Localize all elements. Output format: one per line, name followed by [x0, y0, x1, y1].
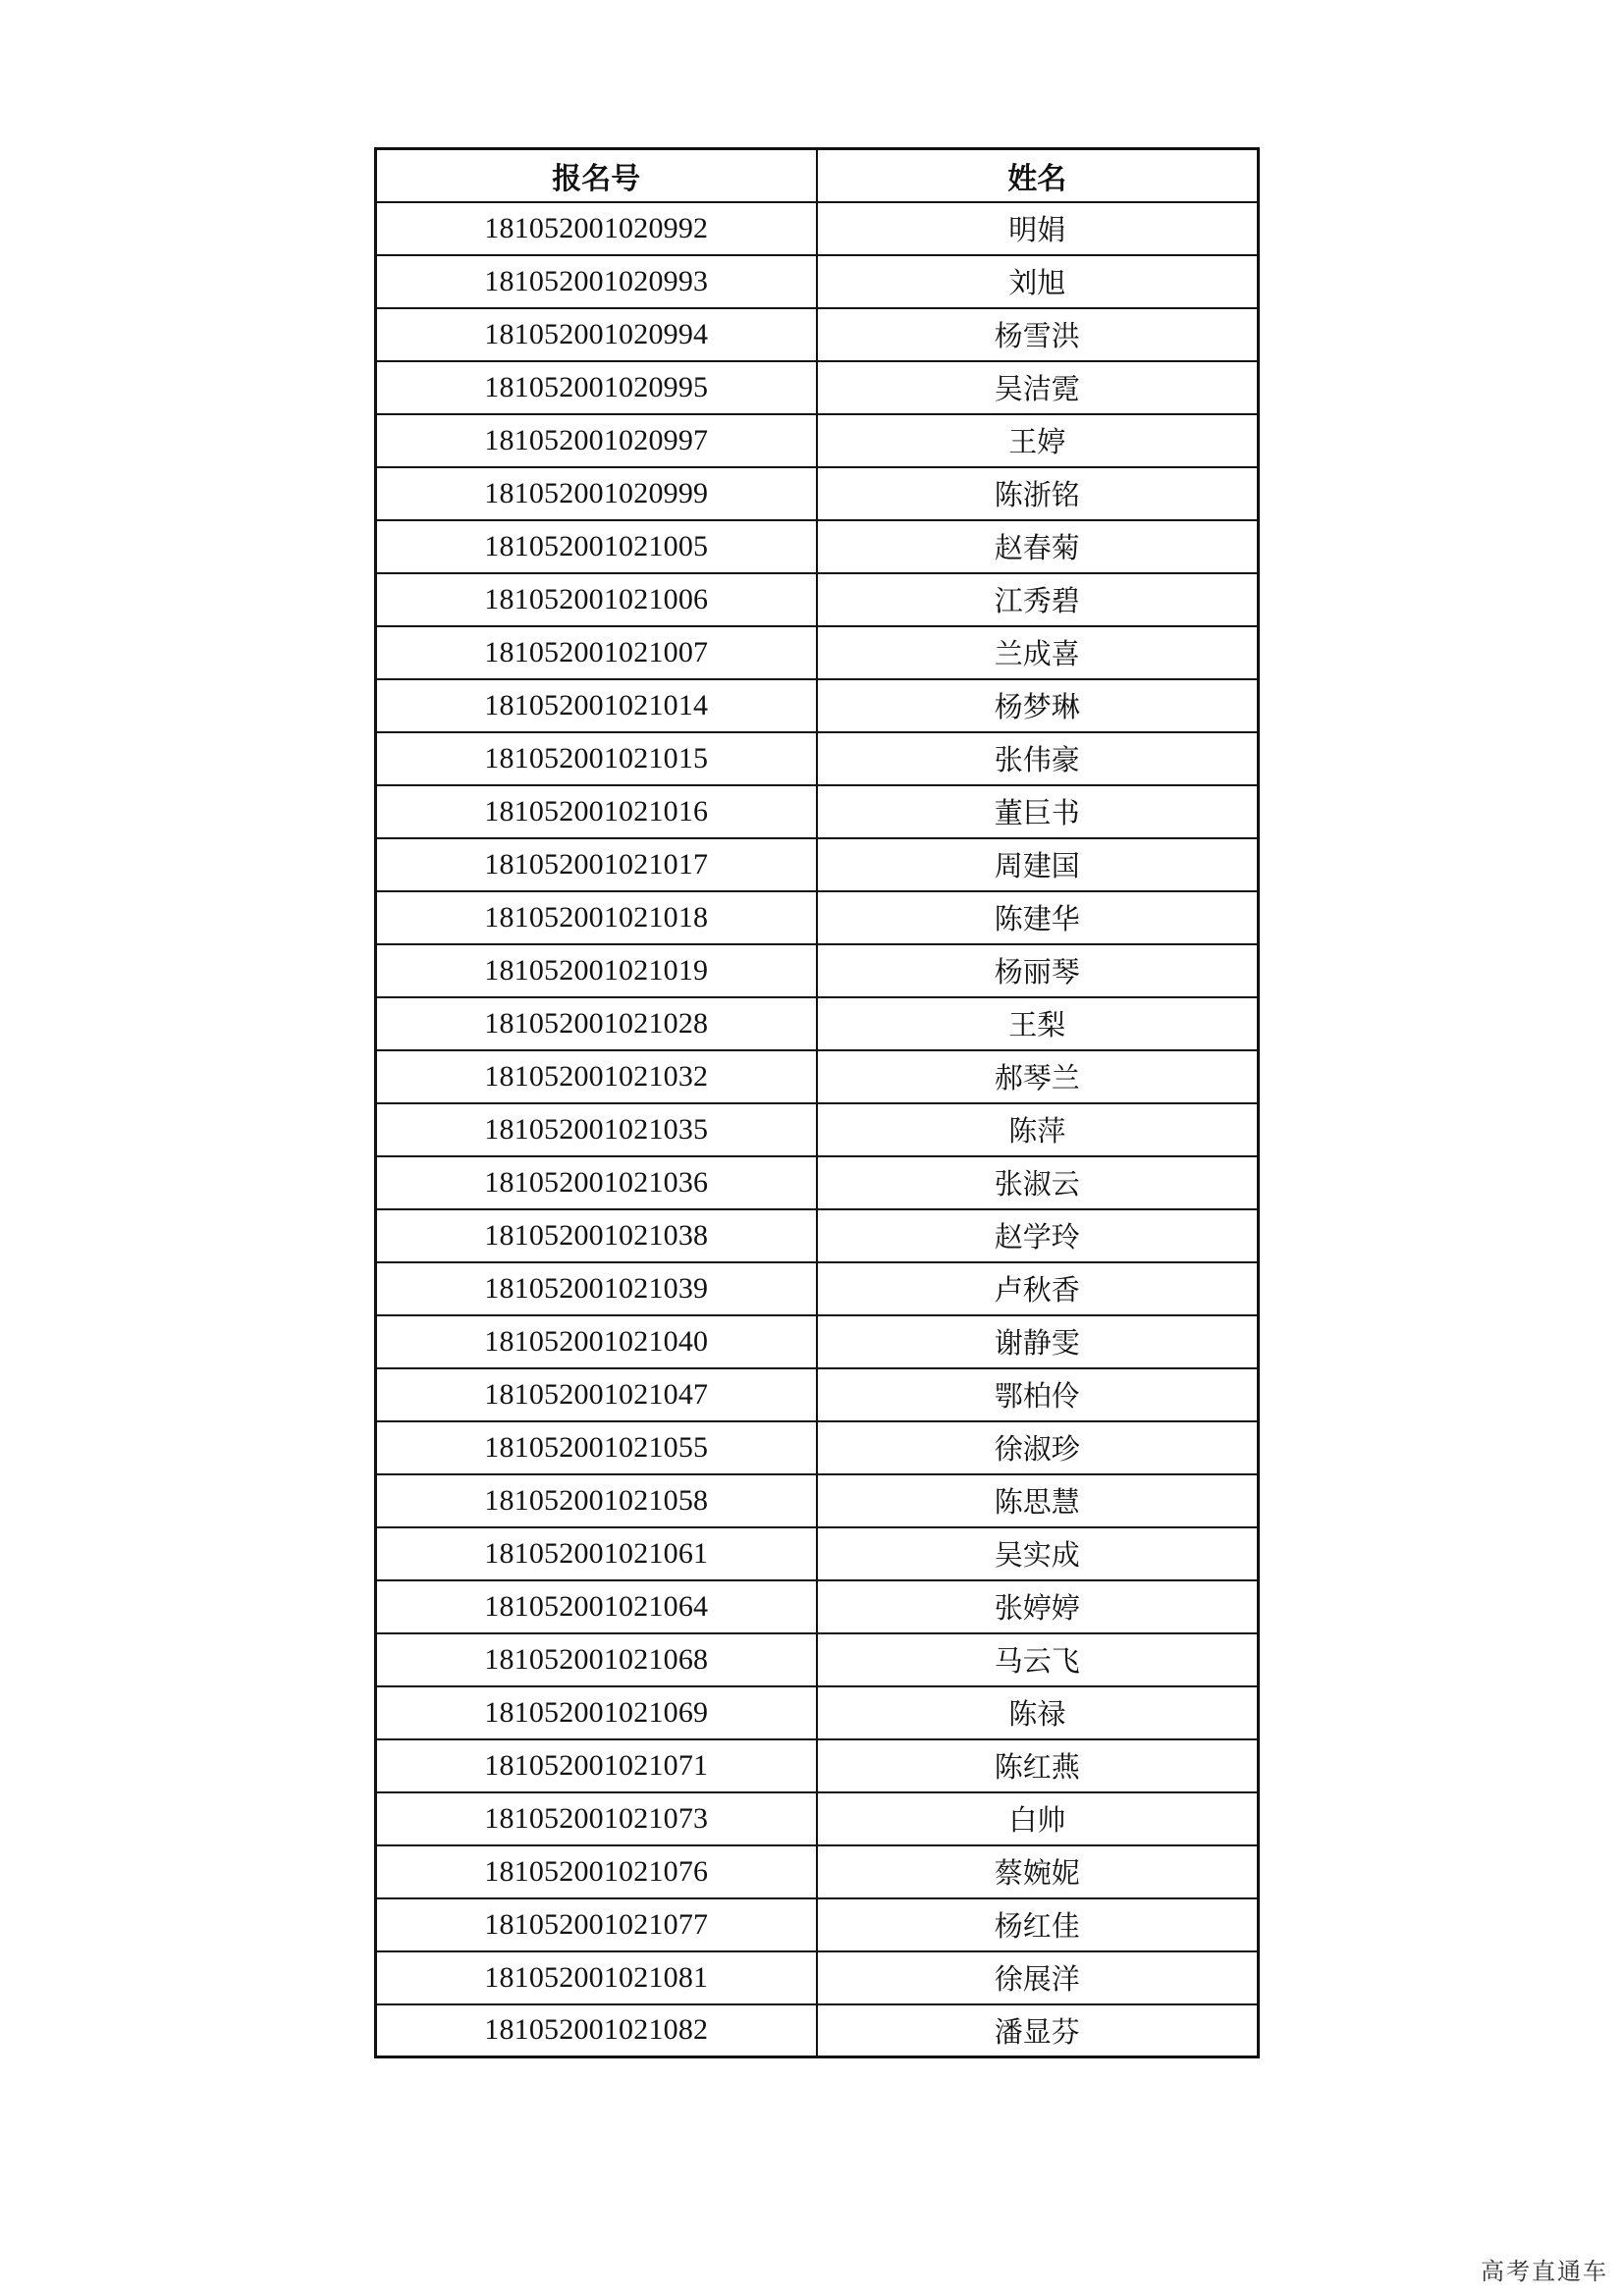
- registration-number-cell: 181052001020993: [376, 255, 817, 308]
- table-row: [376, 944, 1259, 997]
- name-cell: 赵学玲: [817, 1209, 1259, 1262]
- registration-number-cell: 181052001021028: [376, 997, 817, 1050]
- name-cell: 明娟: [817, 202, 1259, 255]
- registration-number-cell: 181052001021015: [376, 732, 817, 785]
- registration-number-cell: 181052001020997: [376, 414, 817, 467]
- name-cell: 杨雪洪: [817, 308, 1259, 361]
- table-row: [376, 1633, 1259, 1686]
- table-row: [376, 1315, 1259, 1368]
- header-registration-number: 报名号: [376, 149, 817, 202]
- registration-number-cell: 181052001021073: [376, 1792, 817, 1845]
- name-cell: 董巨书: [817, 785, 1259, 838]
- registration-number-cell: 181052001021064: [376, 1580, 817, 1633]
- registration-number-cell: 181052001020995: [376, 361, 817, 414]
- candidate-table: [374, 147, 1260, 2058]
- registration-number-cell: 181052001021071: [376, 1739, 817, 1792]
- registration-number-cell: 181052001021032: [376, 1050, 817, 1103]
- table-row: [376, 1156, 1259, 1209]
- name-cell: 吴洁霓: [817, 361, 1259, 414]
- registration-number-cell: 181052001021082: [376, 2004, 817, 2057]
- name-cell: 白帅: [817, 1792, 1259, 1845]
- registration-number-cell: 181052001021038: [376, 1209, 817, 1262]
- name-cell: 吴实成: [817, 1527, 1259, 1580]
- table-row: [376, 679, 1259, 732]
- table-row: [376, 997, 1259, 1050]
- table-row: [376, 838, 1259, 891]
- table-row: [376, 1527, 1259, 1580]
- name-cell: 马云飞: [817, 1633, 1259, 1686]
- name-cell: 张淑云: [817, 1156, 1259, 1209]
- name-cell: 陈浙铭: [817, 467, 1259, 520]
- name-cell: 刘旭: [817, 255, 1259, 308]
- table-row: [376, 1898, 1259, 1951]
- registration-number-cell: 181052001021017: [376, 838, 817, 891]
- table-row: [376, 626, 1259, 679]
- registration-number-cell: 181052001021005: [376, 520, 817, 573]
- registration-number-cell: 181052001021069: [376, 1686, 817, 1739]
- table-header-row: [376, 149, 1259, 202]
- name-cell: 赵春菊: [817, 520, 1259, 573]
- registration-number-cell: 181052001021016: [376, 785, 817, 838]
- registration-number-cell: 181052001021040: [376, 1315, 817, 1368]
- registration-number-cell: 181052001021061: [376, 1527, 817, 1580]
- table-row: [376, 1262, 1259, 1315]
- table-row: [376, 1103, 1259, 1156]
- table-row: [376, 1686, 1259, 1739]
- name-cell: 陈禄: [817, 1686, 1259, 1739]
- registration-number-cell: 181052001021081: [376, 1951, 817, 2004]
- registration-number-cell: 181052001020994: [376, 308, 817, 361]
- header-name: 姓名: [817, 149, 1259, 202]
- name-cell: 兰成喜: [817, 626, 1259, 679]
- name-cell: 杨红佳: [817, 1898, 1259, 1951]
- registration-number-cell: 181052001021047: [376, 1368, 817, 1421]
- table-row: [376, 891, 1259, 944]
- name-cell: 陈建华: [817, 891, 1259, 944]
- registration-number-cell: 181052001021018: [376, 891, 817, 944]
- name-cell: 张伟豪: [817, 732, 1259, 785]
- name-cell: 谢静雯: [817, 1315, 1259, 1368]
- table-row: [376, 414, 1259, 467]
- name-cell: 潘显芬: [817, 2004, 1259, 2057]
- name-cell: 徐淑珍: [817, 1421, 1259, 1474]
- table-row: [376, 520, 1259, 573]
- name-cell: 陈红燕: [817, 1739, 1259, 1792]
- name-cell: 陈萍: [817, 1103, 1259, 1156]
- table-row: [376, 202, 1259, 255]
- registration-number-cell: 181052001021036: [376, 1156, 817, 1209]
- table-row: [376, 361, 1259, 414]
- table-row: [376, 1421, 1259, 1474]
- registration-number-cell: 181052001021055: [376, 1421, 817, 1474]
- table-row: [376, 573, 1259, 626]
- table-row: [376, 1739, 1259, 1792]
- registration-number-cell: 181052001021006: [376, 573, 817, 626]
- registration-number-cell: 181052001020992: [376, 202, 817, 255]
- name-cell: 郝琴兰: [817, 1050, 1259, 1103]
- name-cell: 张婷婷: [817, 1580, 1259, 1633]
- registration-number-cell: 181052001021076: [376, 1845, 817, 1898]
- table-row: [376, 308, 1259, 361]
- table-row: [376, 1209, 1259, 1262]
- registration-number-cell: 181052001021039: [376, 1262, 817, 1315]
- table-row: [376, 785, 1259, 838]
- name-cell: 鄂柏伶: [817, 1368, 1259, 1421]
- name-cell: 卢秋香: [817, 1262, 1259, 1315]
- table-row: [376, 467, 1259, 520]
- registration-number-cell: 181052001021014: [376, 679, 817, 732]
- name-cell: 王婷: [817, 414, 1259, 467]
- name-cell: 陈思慧: [817, 1474, 1259, 1527]
- registration-number-cell: 181052001021019: [376, 944, 817, 997]
- table-row: [376, 1368, 1259, 1421]
- name-cell: 杨梦琳: [817, 679, 1259, 732]
- registration-number-cell: 181052001021058: [376, 1474, 817, 1527]
- table-row: [376, 1792, 1259, 1845]
- registration-number-cell: 181052001021007: [376, 626, 817, 679]
- name-cell: 杨丽琴: [817, 944, 1259, 997]
- table-row: [376, 1474, 1259, 1527]
- name-cell: 王梨: [817, 997, 1259, 1050]
- watermark: 高考直通车: [1481, 2258, 1608, 2285]
- table-row: [376, 1845, 1259, 1898]
- table-row: [376, 1951, 1259, 2004]
- table-row: [376, 732, 1259, 785]
- name-cell: 徐展洋: [817, 1951, 1259, 2004]
- table-row: [376, 2004, 1259, 2057]
- registration-number-cell: 181052001020999: [376, 467, 817, 520]
- registration-number-cell: 181052001021068: [376, 1633, 817, 1686]
- registration-number-cell: 181052001021035: [376, 1103, 817, 1156]
- table-row: [376, 255, 1259, 308]
- name-cell: 周建国: [817, 838, 1259, 891]
- table-row: [376, 1050, 1259, 1103]
- name-cell: 江秀碧: [817, 573, 1259, 626]
- registration-number-cell: 181052001021077: [376, 1898, 817, 1951]
- name-cell: 蔡婉妮: [817, 1845, 1259, 1898]
- table-body: [376, 202, 1259, 2057]
- table-row: [376, 1580, 1259, 1633]
